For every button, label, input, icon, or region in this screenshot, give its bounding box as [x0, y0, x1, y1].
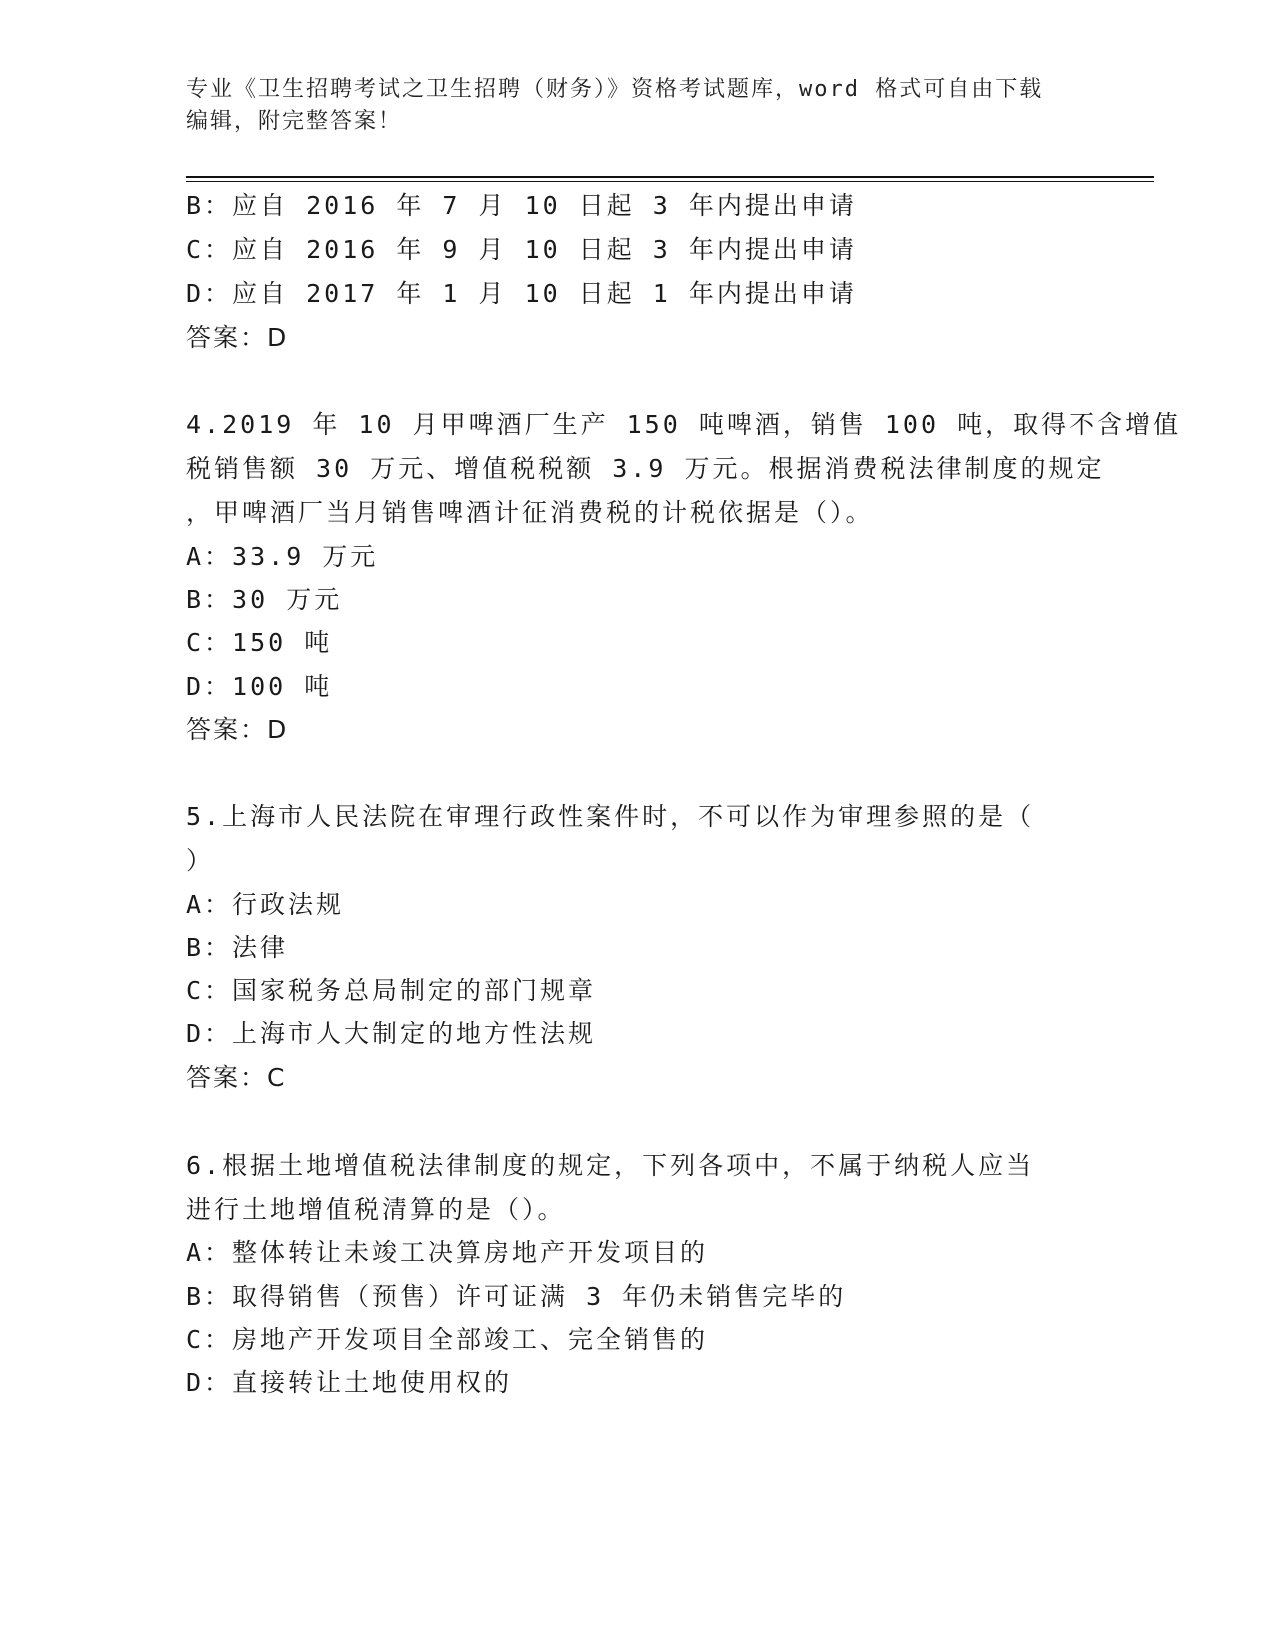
q4-option-d: D：100 吨	[186, 672, 333, 701]
q5-stem-line-2: ）	[186, 846, 215, 875]
header-line-1: 专业《卫生招聘考试之卫生招聘（财务）》资格考试题库，word 格式可自由下载	[186, 77, 1044, 102]
header-line-2: 编辑，附完整答案！	[186, 109, 403, 134]
q6-option-b: B：取得销售（预售）许可证满 3 年仍未销售完毕的	[186, 1282, 847, 1311]
q4-option-a: A：33.9 万元	[186, 542, 379, 571]
q4-answer: 答案：D	[186, 715, 289, 744]
q5-answer: 答案：C	[186, 1063, 287, 1092]
q6-option-d: D：直接转让土地使用权的	[186, 1368, 513, 1397]
q6-option-c: C：房地产开发项目全部竣工、完全销售的	[186, 1325, 709, 1354]
q5-option-b: B：法律	[186, 933, 289, 962]
q5-option-d: D：上海市人大制定的地方性法规	[186, 1019, 597, 1048]
q6-stem-line-1: 6.根据土地增值税法律制度的规定，下列各项中，不属于纳税人应当	[186, 1151, 1035, 1180]
q6-option-a: A：整体转让未竣工决算房地产开发项目的	[186, 1238, 709, 1267]
document-header	[186, 74, 1086, 138]
q3-option-d: D：应自 2017 年 1 月 10 日起 1 年内提出申请	[186, 279, 857, 308]
q3-option-b: B：应自 2016 年 7 月 10 日起 3 年内提出申请	[186, 191, 857, 220]
q5-option-a: A：行政法规	[186, 890, 345, 919]
q4-stem-line-3: ，甲啤酒厂当月销售啤酒计征消费税的计税依据是（）。	[186, 498, 874, 527]
q4-stem-line-2: 税销售额 30 万元、增值税税额 3.9 万元。根据消费税法律制度的规定	[186, 454, 1105, 483]
q5-option-c: C：国家税务总局制定的部门规章	[186, 976, 597, 1005]
q3-answer: 答案：D	[186, 323, 289, 352]
q3-option-c: C：应自 2016 年 9 月 10 日起 3 年内提出申请	[186, 235, 857, 264]
q4-option-b: B：30 万元	[186, 585, 343, 614]
q4-stem-line-1: 4.2019 年 10 月甲啤酒厂生产 150 吨啤酒，销售 100 吨，取得不含增值	[186, 410, 1182, 439]
q4-option-c: C：150 吨	[186, 628, 333, 657]
q6-stem-line-2: 进行土地增值税清算的是（）。	[186, 1195, 566, 1224]
q5-stem-line-1: 5.上海市人民法院在审理行政性案件时，不可以作为审理参照的是（	[186, 802, 1035, 831]
header-divider-thin	[186, 181, 1154, 182]
header-divider	[186, 176, 1154, 178]
